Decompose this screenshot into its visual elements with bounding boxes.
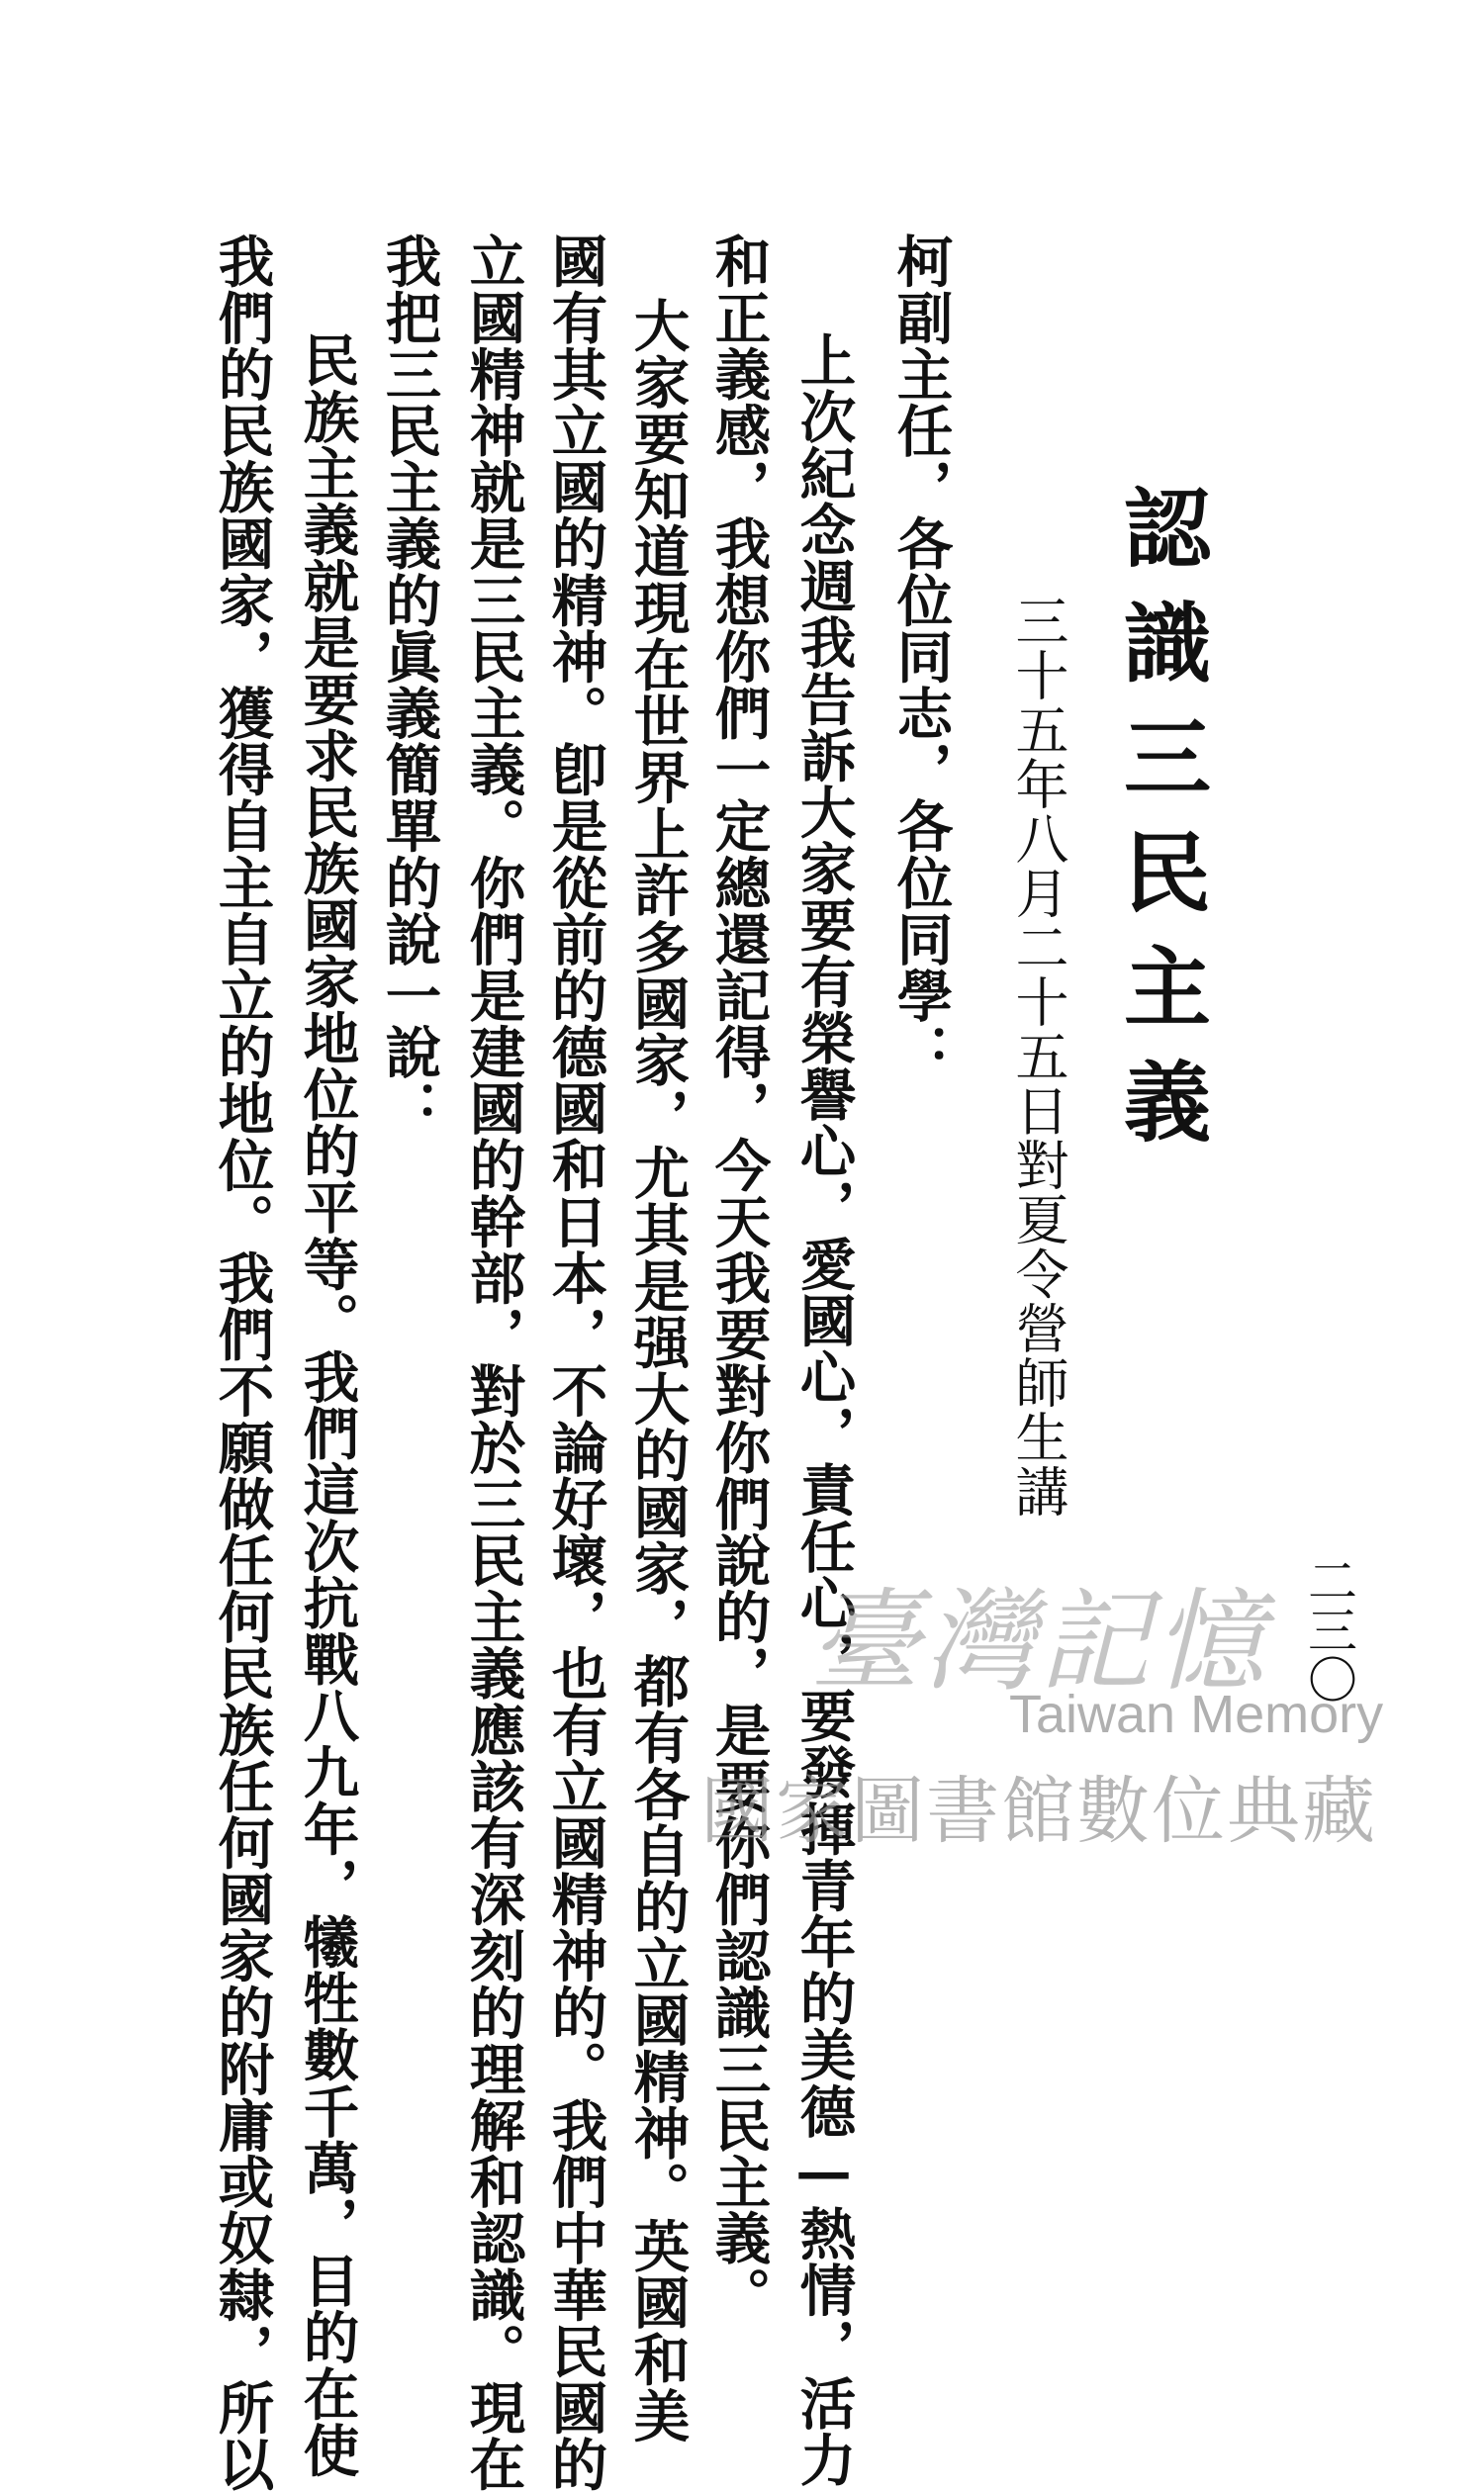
body-column-9: 我們的民族國家，獲得自主自立的地位。我們不願做任何民族任何國家的附庸或奴隸，所以 [209, 232, 275, 2492]
body-column-4: 大家要知道現在世界上許多國家，尤其是强大的國家，都有各自的立國精神。英國和美 [624, 297, 691, 2444]
page-number: 二三〇 [1300, 1555, 1357, 1704]
watermark [683, 1553, 1395, 1969]
body-column-5: 國有其立國的精神。卽是從前的德國和日本，不論好壞，也有立國精神的。我們中華民國的 [542, 232, 608, 2492]
body-column-7: 我把三民主義的眞義簡單的說一說： [376, 232, 442, 1137]
body-column-8: 民族主義就是要求民族國家地位的平等。我們這次抗戰八九年，犧牲數千萬，目的在使 [294, 331, 360, 2478]
body-column-2: 上次紀念週我告訴大家要有榮譽心，愛國心，責任心，要發揮青年的美德—熱情，活力 [790, 331, 857, 2488]
body-column-6: 立國精神就是三民主義。你們是建國的幹部，對於三民主義應該有深刻的理解和認識。現在 [460, 232, 526, 2492]
document-subtitle: 三十五年八月二十五日對夏令營師生講 [1007, 594, 1069, 1519]
watermark-logo: 臺灣記憶 [809, 1578, 1268, 1707]
watermark-english-text: Taiwan Memory [1009, 1685, 1384, 1744]
watermark-chinese-text: 國家圖書館數位典藏 [700, 1769, 1377, 1854]
body-column-3: 和正義感，我想你們一定總還記得，今天我要對你們說的，是要你們認識三民主義。 [705, 232, 772, 2323]
body-column-1: 柯副主任，各位同志，各位同學： [887, 232, 954, 1080]
document-title: 認識三民主義 [1110, 483, 1213, 1171]
